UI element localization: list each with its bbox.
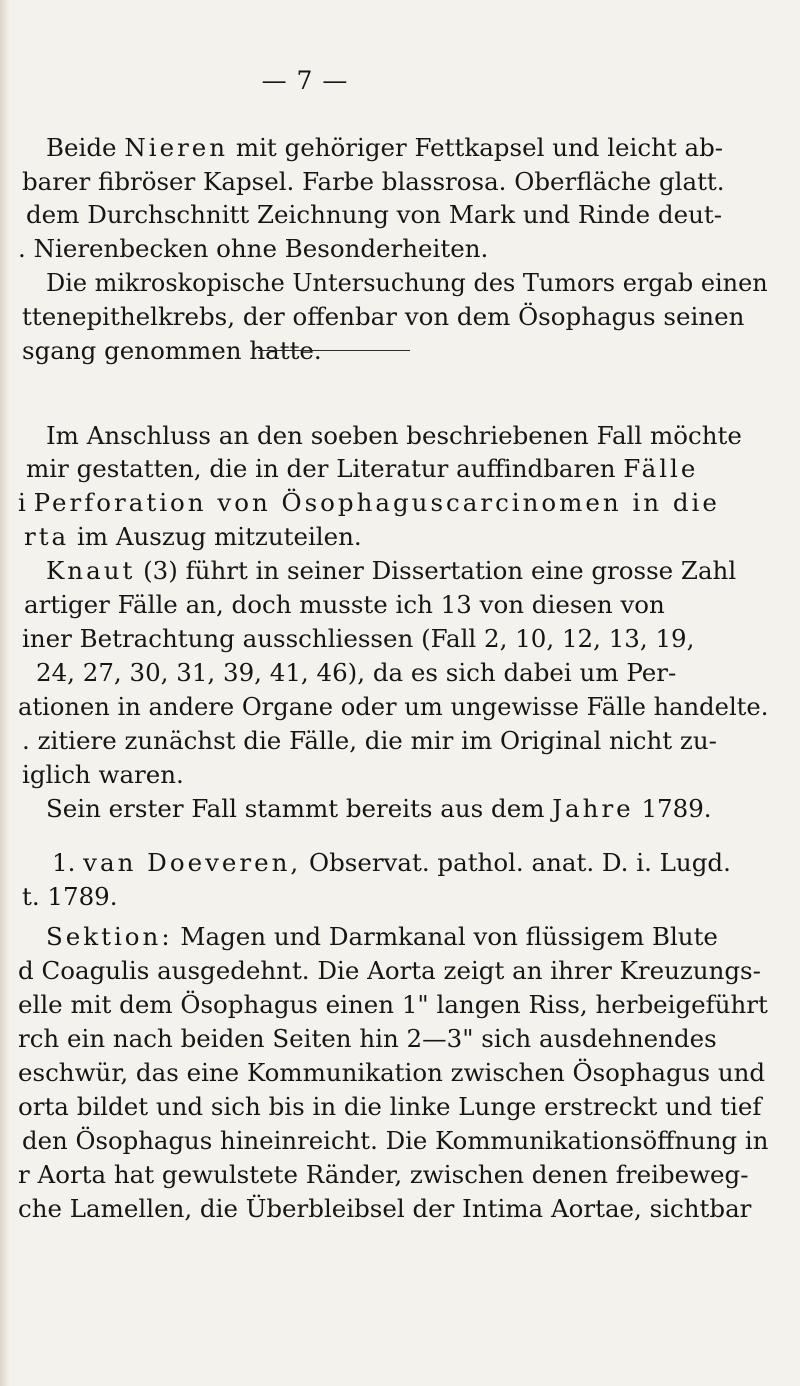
- spine-shadow: [0, 0, 10, 1386]
- text-line-18: iglich waren.: [22, 760, 184, 789]
- text-line-7: sgang genommen hatte.: [22, 336, 322, 365]
- text-line-1: Beide Nieren mit gehöriger Fettkapsel und leicht ab-: [46, 133, 724, 162]
- section-divider: [258, 350, 410, 351]
- text-line-10: i Perforation von Ösophaguscarcinomen in die: [18, 488, 720, 517]
- text-line-21: t. 1789.: [22, 882, 118, 911]
- text-line-20: 1. van Doeveren, Observat. pathol. anat. D. i. Lugd.: [52, 848, 731, 877]
- text-line-23: d Coagulis ausgedehnt. Die Aorta zeigt an ihrer Kreuzungs-: [18, 956, 761, 985]
- text-line-9: mir gestatten, die in der Literatur auffindbaren Fälle: [26, 454, 699, 483]
- text-line-4: . Nierenbecken ohne Besonderheiten.: [18, 234, 489, 263]
- text-line-12: Knaut (3) führt in seiner Dissertation eine grosse Zahl: [46, 556, 737, 585]
- text-line-3: dem Durchschnitt Zeichnung von Mark und Rinde deut-: [26, 200, 723, 229]
- text-line-28: den Ösophagus hineinreicht. Die Kommunikationsöffnung in: [22, 1126, 769, 1155]
- text-line-24: elle mit dem Ösophagus einen 1" langen Riss, herbeigeführt: [18, 990, 768, 1019]
- text-line-27: orta bildet und sich bis in die linke Lunge erstreckt und tief: [18, 1092, 762, 1121]
- text-line-29: r Aorta hat gewulstete Ränder, zwischen denen freibeweg-: [18, 1160, 749, 1189]
- text-line-25: rch ein nach beiden Seiten hin 2—3" sich ausdehnendes: [18, 1024, 717, 1053]
- text-line-30: che Lamellen, die Überbleibsel der Intima Aortae, sichtbar: [18, 1194, 752, 1223]
- text-line-14: iner Betrachtung ausschliessen (Fall 2, 10, 12, 13, 19,: [22, 624, 695, 653]
- page-number: — 7 —: [261, 66, 349, 95]
- text-line-17: . zitiere zunächst die Fälle, die mir im Original nicht zu-: [22, 726, 717, 755]
- text-line-19: Sein erster Fall stammt bereits aus dem Jahre 1789.: [46, 794, 712, 823]
- text-line-16: ationen in andere Organe oder um ungewisse Fälle handelte.: [18, 692, 769, 721]
- text-line-5: Die mikroskopische Untersuchung des Tumors ergab einen: [46, 268, 768, 297]
- text-line-15: 24, 27, 30, 31, 39, 41, 46), da es sich dabei um Per-: [36, 658, 677, 687]
- text-line-6: ttenepithelkrebs, der offenbar von dem Ösophagus seinen: [22, 302, 745, 331]
- text-line-26: eschwür, das eine Kommunikation zwischen Ösophagus und: [18, 1058, 766, 1087]
- text-line-2: barer fibröser Kapsel. Farbe blassrosa. Oberfläche glatt.: [22, 167, 725, 196]
- text-line-11: rta im Auszug mitzuteilen.: [24, 522, 362, 551]
- text-line-13: artiger Fälle an, doch musste ich 13 von diesen von: [24, 590, 665, 619]
- text-line-8: Im Anschluss an den soeben beschriebenen Fall möchte: [46, 421, 742, 450]
- text-line-22: Sektion: Magen und Darmkanal von flüssigem Blute: [46, 922, 718, 951]
